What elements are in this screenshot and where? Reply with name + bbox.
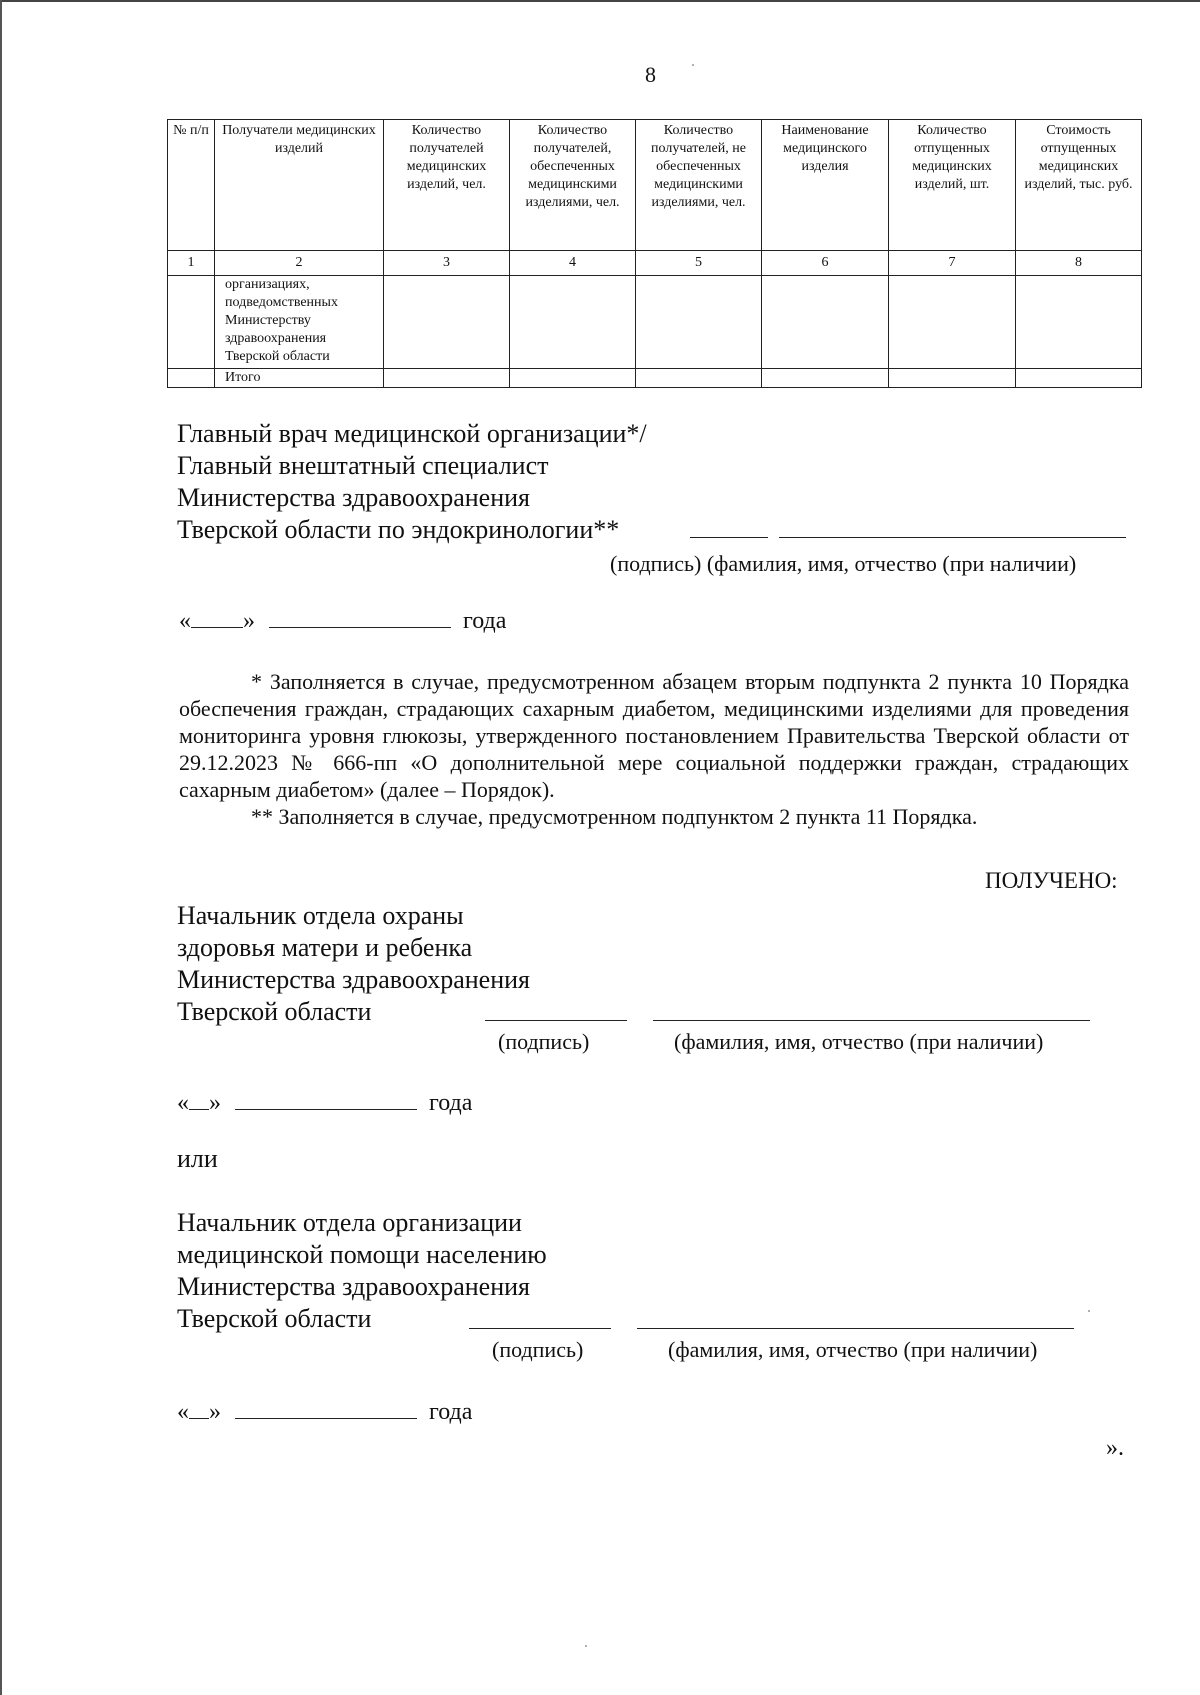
date-close-quote: » <box>209 1399 221 1425</box>
signature-title-line: Тверской области <box>177 997 372 1026</box>
signature-caption: (подпись) (фамилия, имя, отчество (при наличии) <box>610 551 1077 576</box>
table-cell <box>636 369 762 388</box>
month-blank <box>235 1417 417 1419</box>
month-blank <box>269 626 451 628</box>
day-blank <box>191 626 243 628</box>
table-header-cell: Количество получателей медицинских изделий, чел. <box>384 120 510 251</box>
signature-title-line: Начальник отдела организации <box>177 1208 522 1237</box>
table-cell <box>889 276 1016 369</box>
table-cell <box>636 276 762 369</box>
received-label: ПОЛУЧЕНО: <box>985 868 1118 893</box>
table-cell-total-label: Итого <box>215 369 384 388</box>
scan-speck <box>692 64 694 66</box>
full-name-line <box>653 1020 1090 1021</box>
day-blank <box>189 1108 209 1110</box>
table-cell <box>762 276 889 369</box>
table-cell <box>168 276 215 369</box>
signature-title-line: Главный врач медицинской организации*/ <box>177 419 647 448</box>
date-line <box>179 608 506 635</box>
table-header-cell: № п/п <box>168 120 215 251</box>
date-line <box>177 1090 472 1117</box>
full-name-caption: (фамилия, имя, отчество (при наличии) <box>674 1029 1044 1054</box>
signature-line <box>485 1020 627 1021</box>
table-header-cell: Получатели медицинских изделий <box>215 120 384 251</box>
signature-title-line: Главный внештатный специалист <box>177 451 549 480</box>
signature-block-chief-doctor <box>177 418 647 546</box>
table-cell <box>1016 276 1142 369</box>
or-label: или <box>177 1144 218 1173</box>
table-cell <box>510 276 636 369</box>
year-suffix: года <box>463 608 507 634</box>
closing-quote-mark: ». <box>1106 1435 1124 1461</box>
page-number: 8 <box>645 62 656 87</box>
signature-block-maternal-health <box>177 900 530 1028</box>
date-open-quote: « <box>177 1399 189 1425</box>
table-cell <box>762 369 889 388</box>
month-blank <box>235 1108 417 1110</box>
signature-title-line: Министерства здравоохранения <box>177 965 530 994</box>
signature-block-medical-care <box>177 1207 547 1335</box>
table-cell <box>384 276 510 369</box>
column-number-cell: 5 <box>636 251 762 276</box>
column-number-cell: 4 <box>510 251 636 276</box>
table-header-cell: Количество получателей, не обеспеченных медицинскими изделиями, чел. <box>636 120 762 251</box>
signature-caption: (подпись) <box>492 1337 584 1362</box>
full-name-caption: (фамилия, имя, отчество (при наличии) <box>668 1337 1038 1362</box>
table-header-cell: Наименование медицинского изделия <box>762 120 889 251</box>
column-number-cell: 1 <box>168 251 215 276</box>
signature-title-line: Министерства здравоохранения <box>177 1272 530 1301</box>
full-name-line <box>637 1328 1074 1329</box>
table-total-row <box>168 369 1142 388</box>
column-number-cell: 2 <box>215 251 384 276</box>
medical-devices-table <box>167 119 1142 388</box>
full-name-line <box>779 537 1126 538</box>
signature-title-line: Министерства здравоохранения <box>177 483 530 512</box>
column-number-cell: 3 <box>384 251 510 276</box>
footnote: ** Заполняется в случае, предусмотренном подпунктом 2 пункта 11 Порядка. <box>251 804 978 829</box>
date-open-quote: « <box>179 608 191 634</box>
page-left-border <box>0 0 2 1695</box>
column-number-cell: 6 <box>762 251 889 276</box>
table-cell <box>889 369 1016 388</box>
signature-line <box>469 1328 611 1329</box>
signature-caption: (подпись) <box>498 1029 590 1054</box>
table-header-cell: Количество отпущенных медицинских изделий, шт. <box>889 120 1016 251</box>
page-top-border <box>0 0 1200 2</box>
table-row <box>168 276 1142 369</box>
scan-speck <box>585 1645 587 1647</box>
signature-title-line: Начальник отдела охраны <box>177 901 464 930</box>
table-cell <box>1016 369 1142 388</box>
year-suffix: года <box>429 1090 473 1116</box>
date-close-quote: » <box>243 608 255 634</box>
table-cell-recipients: организациях, подведомственных Министерству здравоохранения Тверской области <box>215 276 384 369</box>
table-header-cell: Количество получателей, обеспеченных медицинскими изделиями, чел. <box>510 120 636 251</box>
column-number-cell: 7 <box>889 251 1016 276</box>
table-cell <box>168 369 215 388</box>
year-suffix: года <box>429 1399 473 1425</box>
signature-title-line: здоровья матери и ребенка <box>177 933 473 962</box>
signature-title-line: медицинской помощи населению <box>177 1240 547 1269</box>
table-header-row <box>168 120 1142 251</box>
table-header-cell: Стоимость отпущенных медицинских изделий, тыс. руб. <box>1016 120 1142 251</box>
table-cell <box>384 369 510 388</box>
table-cell <box>510 369 636 388</box>
scan-speck <box>1088 1310 1090 1312</box>
column-number-cell: 8 <box>1016 251 1142 276</box>
footnote: * Заполняется в случае, предусмотренном абзацем вторым подпункта 2 пункта 10 Порядка обеспечения граждан, страдающих сахарным диабетом, медицинскими изделиями для проведения мониторинга уровня глюкозы, утвержденного постановлением Правительства Тверской области от 29.12.2023 № 666-пп «О дополнительной мере социальной поддержки граждан, страдающих сахарным диабетом» (далее – Порядок). <box>179 669 1129 802</box>
signature-title-line: Тверской области по эндокринологии** <box>177 515 620 544</box>
footnotes <box>179 668 1129 830</box>
day-blank <box>189 1417 209 1419</box>
signature-title-line: Тверской области <box>177 1304 372 1333</box>
signature-line <box>690 537 768 538</box>
table-column-number-row <box>168 251 1142 276</box>
date-close-quote: » <box>209 1090 221 1116</box>
date-line <box>177 1399 472 1426</box>
date-open-quote: « <box>177 1090 189 1116</box>
